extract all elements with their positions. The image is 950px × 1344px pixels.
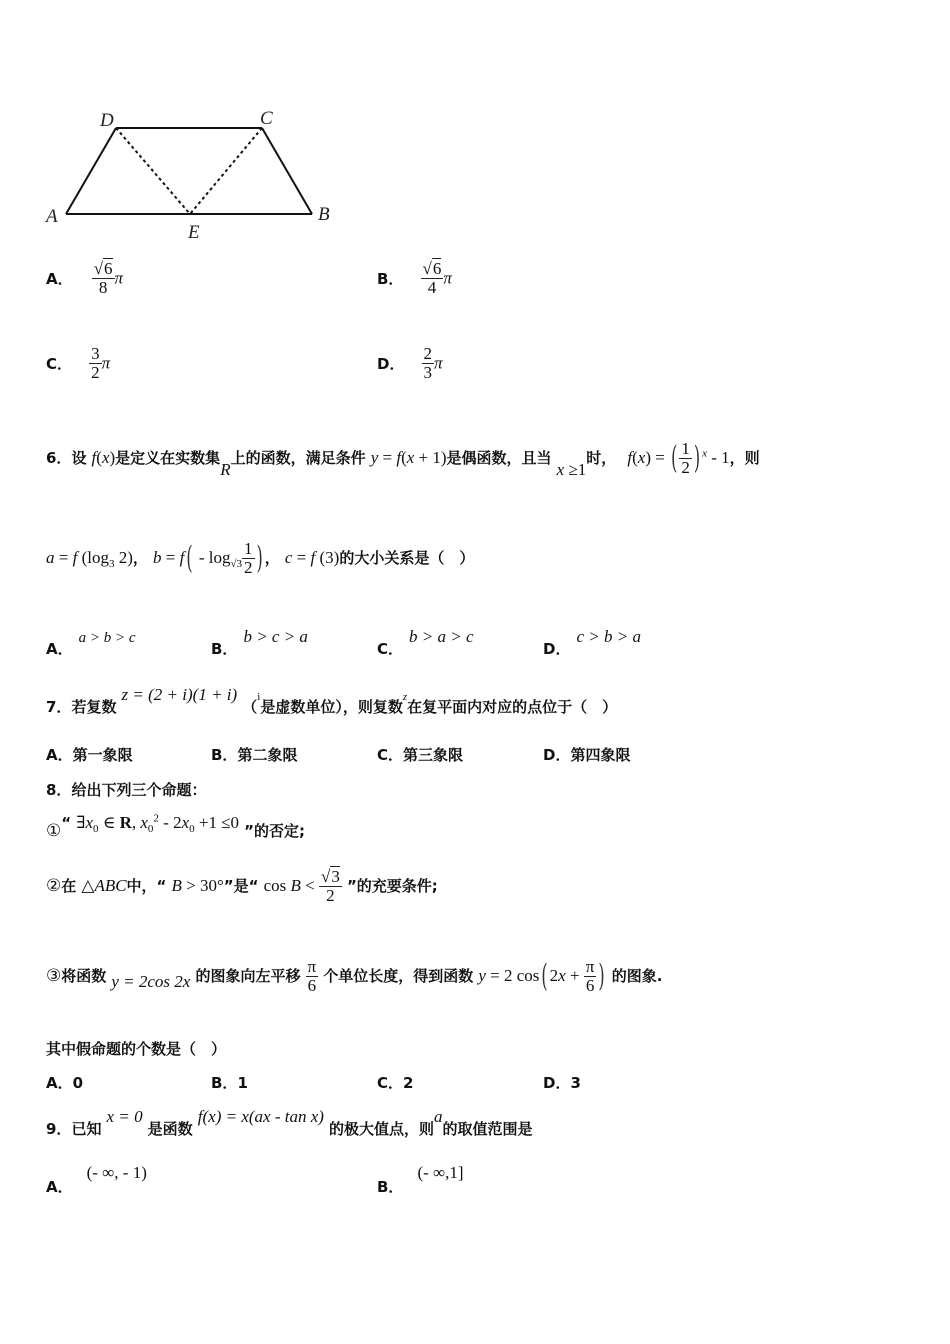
vertex-label-b: B <box>318 204 330 225</box>
fraction: $\frac{√6}{8}$ <box>93 259 113 297</box>
fraction: $\frac{√6}{4}$ <box>422 259 442 297</box>
edge-bc <box>262 128 312 214</box>
q8-proposition-3: ③将函数 y = 2cos 2x 的图象向左平移 $\frac{\pi}{6}$ 个单位长度，得到函数 y = 2 cos ( 2x + $\frac{\pi}{6}$ ) 的图象. <box>46 957 663 995</box>
q7-option-d[interactable]: D．第四象限 <box>543 746 631 764</box>
q9-stem: 9．已知 x = 0 是函数 f(x) = x(ax - tan x) 的极大值点，则a的取值范围是 <box>46 1107 533 1138</box>
option-label: A． <box>46 269 73 288</box>
q7-option-c[interactable]: C．第三象限 <box>377 746 464 764</box>
vertex-label-e: E <box>188 222 200 243</box>
q8-proposition-2: ②在 △ABC中，“ B > 30°”是“ cos B < $\frac{√3}{2}$ ”的充要条件; <box>46 867 438 905</box>
q7-option-b[interactable]: B．第二象限 <box>211 746 298 764</box>
q8-proposition-1: ①“ $\exists x_0$ ∈ R, $x_0^2 - 2x_0 +1 \le 0$ ”的否定; <box>46 812 305 840</box>
q8-intro: 8．给出下列三个命题： <box>46 781 207 799</box>
q8-option-b[interactable]: B．1 <box>211 1074 248 1092</box>
q6-stem-line1: 6．设 f(x)是定义在实数集R上的函数，满足条件 y = f(x + 1)是偶函数，且当 x ≥1时， f(x) = ( $\frac{1}{2}$ ) $^x$ - 1，则 <box>46 439 760 479</box>
edge-ad <box>66 128 116 214</box>
q6-option-a[interactable]: A．a > b > c <box>46 630 136 658</box>
q9-option-b[interactable]: B．(- ∞,1] <box>377 1163 464 1196</box>
q7-option-a[interactable]: A．第一象限 <box>46 746 133 764</box>
q8-option-a[interactable]: A．0 <box>46 1074 84 1092</box>
q5-option-b[interactable]: B． $\frac{√6}{4}$ π <box>377 259 452 297</box>
q9-option-a[interactable]: A．(- ∞, - 1) <box>46 1163 147 1196</box>
trapezoid-figure <box>40 100 350 250</box>
edge-de <box>116 128 190 214</box>
vertex-label-d: D <box>100 110 114 131</box>
fraction: $\frac{3}{2}$ <box>91 344 100 382</box>
fraction: $\frac{2}{3}$ <box>423 344 433 382</box>
q7-stem: 7．若复数 z = (2 + i)(1 + i) （i是虚数单位），则复数z在复平面内对应的点位于（ ） <box>46 685 618 716</box>
q8-option-c[interactable]: C．2 <box>377 1074 414 1092</box>
vertex-label-a: A <box>46 206 58 227</box>
q6-option-d[interactable]: D．c > b > a <box>543 627 641 658</box>
option-label: D． <box>377 354 405 373</box>
option-label: B． <box>377 269 404 288</box>
q6-option-b[interactable]: B．b > c > a <box>211 627 308 658</box>
q5-option-c[interactable]: C． $\frac{3}{2}$ π <box>46 344 111 382</box>
q8-option-d[interactable]: D．3 <box>543 1074 581 1092</box>
q5-option-d[interactable]: D． $\frac{2}{3}$ π <box>377 344 443 382</box>
vertex-label-c: C <box>260 108 273 129</box>
edge-ce <box>190 128 262 214</box>
option-label: C． <box>46 354 73 373</box>
q5-option-a[interactable]: A． $\frac{√6}{8}$ π <box>46 259 124 297</box>
q6-option-c[interactable]: C．b > a > c <box>377 627 474 658</box>
q8-question: 其中假命题的个数是（ ） <box>46 1040 227 1058</box>
q6-stem-line2: a = f ($\log_3$ 2)， b = f ( - $\log_{√3}$ $\frac{1}{2}$ ) ， c = f (3)的大小关系是（ ） <box>46 539 475 577</box>
